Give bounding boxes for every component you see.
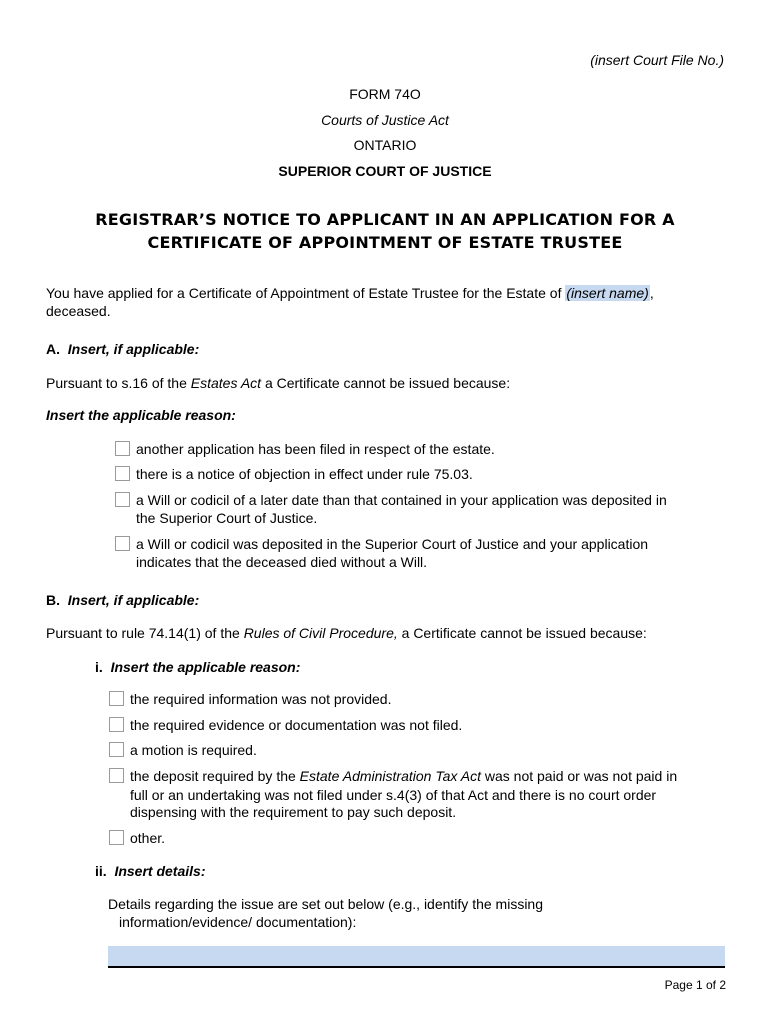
option-b4-text-end: was not paid or was not paid in: [480, 768, 678, 784]
sub-ii-heading-text: Insert details:: [114, 863, 206, 879]
option-b4-label-line3: dispensing with the requirement to pay such deposit.: [130, 804, 457, 820]
checkbox-b4[interactable]: [109, 768, 124, 783]
checkbox-a2[interactable]: [115, 466, 130, 481]
sub-ii-heading: [95, 862, 205, 880]
section-a-heading-text: Insert, if applicable:: [67, 341, 200, 357]
intro-paragraph: [46, 284, 654, 302]
intro-text: You have applied for a Certificate of Appointment of Estate Trustee for the Estate of: [46, 285, 566, 301]
sub-i-number: i.: [95, 659, 103, 675]
details-line2: information/evidence/ documentation):: [119, 914, 357, 930]
document-title-line1: REGISTRAR’S NOTICE TO APPLICANT IN AN APPLICATION FOR A: [95, 210, 675, 229]
intro-comma: ,: [649, 285, 654, 301]
checkbox-b1[interactable]: [109, 691, 124, 706]
option-b2-label: the required evidence or documentation was not filed.: [130, 717, 463, 733]
pursuant-b-text: Pursuant to rule 74.14(1) of the: [46, 625, 244, 641]
checkbox-b3[interactable]: [109, 742, 124, 757]
section-a-letter: A.: [46, 341, 60, 357]
section-b-heading: [46, 591, 199, 609]
checkbox-b5[interactable]: [109, 830, 124, 845]
option-b3-label: a motion is required.: [130, 742, 257, 758]
intro-deceased: deceased.: [46, 303, 111, 319]
section-a-pursuant: [46, 374, 510, 392]
province: ONTARIO: [353, 137, 417, 153]
estate-administration-tax-act: Estate Administration Tax Act: [299, 768, 481, 784]
page-number: Page 1 of 2: [664, 978, 726, 992]
section-a-heading: [46, 340, 199, 358]
checkbox-b2[interactable]: [109, 717, 124, 732]
section-b-letter: B.: [46, 592, 60, 608]
checkbox-a3[interactable]: [115, 492, 130, 507]
option-a4-label-line1: a Will or codicil was deposited in the Superior Court of Justice and your application: [136, 536, 649, 552]
option-a4-label-line2: indicates that the deceased died without a Will.: [136, 554, 428, 570]
option-b5-label: other.: [130, 830, 166, 846]
option-a1-label: another application has been filed in respect of the estate.: [136, 441, 495, 457]
details-input-field[interactable]: [108, 946, 725, 968]
option-a2-label: there is a notice of objection in effect under rule 75.03.: [136, 466, 473, 482]
option-a3-label-line2: the Superior Court of Justice.: [136, 510, 318, 526]
checkbox-a1[interactable]: [115, 441, 130, 456]
section-b-heading-text: Insert, if applicable:: [67, 592, 200, 608]
court-name: SUPERIOR COURT OF JUSTICE: [278, 163, 492, 179]
form-number: FORM 74O: [349, 86, 421, 102]
pursuant-text: Pursuant to s.16 of the: [46, 375, 191, 391]
insert-name-field[interactable]: (insert name): [566, 285, 649, 301]
section-a-reason-heading: Insert the applicable reason:: [46, 407, 236, 423]
details-line1: Details regarding the issue are set out below (e.g., identify the missing: [108, 896, 544, 912]
pursuant-b-text-end: a Certificate cannot be issued because:: [397, 625, 647, 641]
pursuant-text-end: a Certificate cannot be issued because:: [261, 375, 511, 391]
option-b4-label-line2: full or an undertaking was not filed under s.4(3) of that Act and there is no court order: [130, 787, 657, 803]
act-name: Courts of Justice Act: [321, 112, 449, 128]
rules-civil-procedure: Rules of Civil Procedure,: [243, 625, 398, 641]
checkbox-a4[interactable]: [115, 536, 130, 551]
option-b4-text: the deposit required by the: [130, 768, 300, 784]
court-file-number: (insert Court File No.): [590, 52, 724, 68]
estates-act: Estates Act: [190, 375, 262, 391]
section-b-pursuant: [46, 624, 647, 642]
sub-i-heading-text: Insert the applicable reason:: [110, 659, 301, 675]
sub-ii-number: ii.: [95, 863, 107, 879]
option-b1-label: the required information was not provided.: [130, 691, 392, 707]
document-title-line2: CERTIFICATE OF APPOINTMENT OF ESTATE TRUSTEE: [147, 233, 623, 252]
option-b4-label-line1: [130, 767, 677, 785]
sub-i-heading: [95, 658, 300, 676]
option-a3-label-line1: a Will or codicil of a later date than that contained in your application was deposited in: [136, 492, 667, 508]
